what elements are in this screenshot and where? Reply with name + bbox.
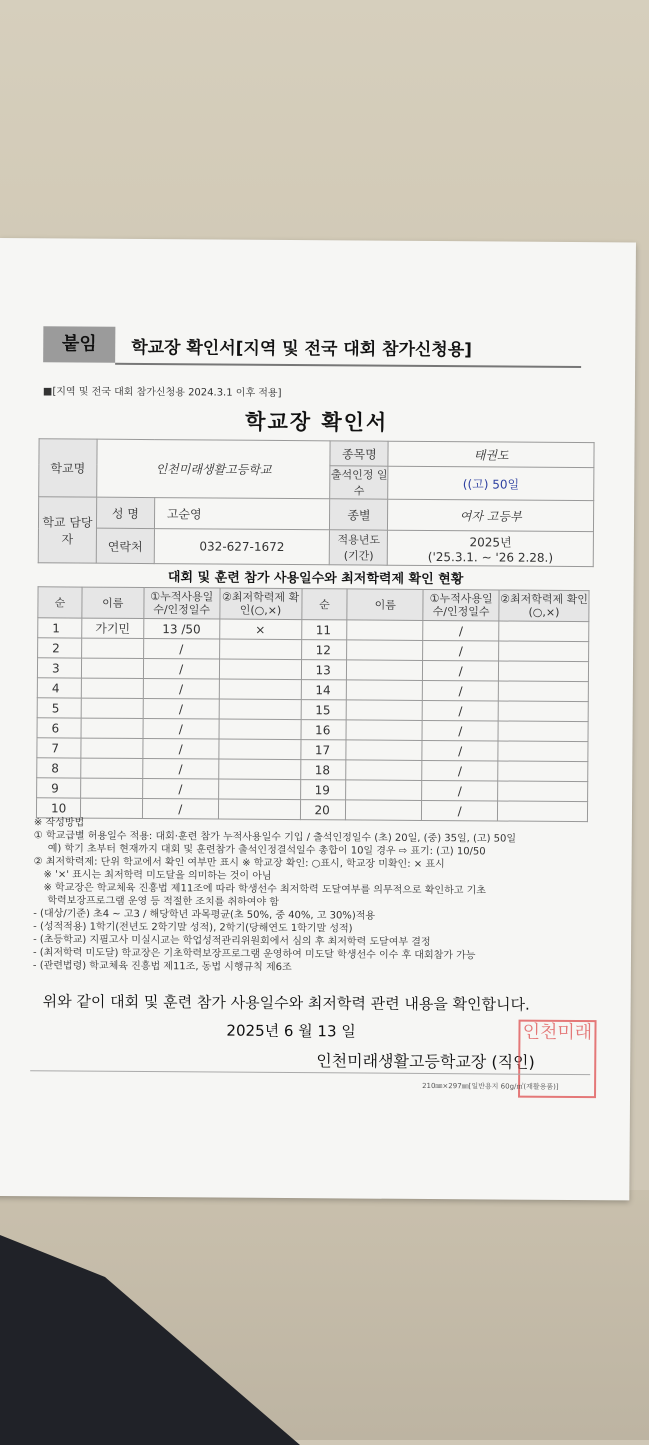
table-body: [36, 618, 588, 822]
table-cell: 12: [301, 640, 347, 660]
column-header: ①누적사용일수/인정일수: [423, 589, 499, 621]
column-header: 이름: [82, 587, 144, 618]
table-cell: /: [423, 620, 499, 641]
table-cell: [498, 741, 588, 762]
name-label: 성 명: [96, 497, 154, 528]
period-value: ('25.3.1. ~ '26 2.28.): [427, 549, 554, 565]
table-cell: [347, 700, 423, 721]
gender-value: 여자 고등부: [388, 499, 594, 531]
table-cell: [80, 798, 142, 818]
table-cell: /: [143, 639, 219, 660]
table-cell: /: [143, 659, 219, 680]
contact-value: 032-627-1672: [154, 529, 330, 565]
table-cell: /: [422, 720, 498, 741]
contact-label: 연락처: [96, 528, 154, 563]
table-cell: 13: [301, 660, 347, 680]
table-cell: 8: [37, 758, 81, 778]
table-cell: /: [143, 739, 219, 760]
note-line: - (대상/기준) 초4 ~ 고3 / 해당학년 과목평균(초 50%, 중 40%, 고 30%)적용: [33, 908, 376, 922]
writing-instructions: [33, 816, 594, 976]
table-cell: 2: [38, 638, 82, 658]
table-cell: /: [422, 740, 498, 761]
column-header: ①누적사용일수/인정일수: [144, 588, 220, 620]
table-cell: [499, 641, 589, 662]
document-page: [0, 238, 636, 1200]
note-line: ② 최저학력제: 단위 학교에서 확인 여부만 표시 ※ 학교장 확인: ○표시, 학교장 미확인: × 표시: [33, 856, 445, 871]
note-line: ※ '×' 표시는 최저학력 미도달을 의미하는 것이 아님: [43, 869, 272, 882]
table-cell: /: [422, 700, 498, 721]
table-cell: /: [422, 800, 498, 821]
table-cell: [219, 699, 301, 720]
table-cell: 20: [300, 800, 346, 820]
table-cell: 1: [38, 618, 82, 638]
table-cell: [346, 720, 422, 741]
column-header: 순: [301, 589, 347, 620]
table-cell: [498, 721, 588, 742]
table-cell: [346, 800, 422, 821]
table-cell: [81, 718, 143, 738]
school-info-table: [38, 438, 595, 567]
table-cell: [219, 739, 301, 760]
note-line: - (초등학교) 지필고사 미실시교는 학업성적관리위원회에서 심의 후 최저학력 도달여부 결정: [33, 934, 431, 949]
table-cell: [346, 780, 422, 801]
table-cell: /: [422, 780, 498, 801]
table-cell: /: [143, 699, 219, 720]
table-cell: 5: [37, 698, 81, 718]
sport-label: 종목명: [330, 441, 388, 466]
table-cell: [219, 659, 301, 680]
table-cell: 7: [37, 738, 81, 758]
table-cell: /: [422, 760, 498, 781]
note-line: - (성적적용) 1학기(전년도 2학기말 성적), 2학기(당해연도 1학기말 성적): [33, 921, 353, 935]
note-line: - (관련법령) 학교체육 진흥법 제11조, 동법 시행규칙 제6조: [32, 960, 292, 974]
school-label: 학교명: [39, 439, 97, 497]
paper-spec: 210㎜×297㎜[일반용지 60g/㎡(재활용품)]: [422, 1081, 559, 1091]
table-cell: 16: [301, 720, 347, 740]
table-cell: [81, 738, 143, 758]
table-cell: [499, 661, 589, 682]
table-cell: [498, 701, 588, 722]
table-cell: 가기민: [82, 618, 144, 638]
table-cell: ×: [219, 619, 301, 640]
table-cell: [218, 759, 300, 780]
column-header: 순: [38, 587, 82, 618]
note-line: 예) 학기 초부터 현재까지 대회 및 훈련참가 출석인정결석일수 총합이 10일 경우 ⇨ 표기: (고) 10/50: [47, 843, 486, 858]
header-title: 학교장 확인서[지역 및 전국 대회 참가신청용]: [131, 337, 473, 361]
note-line: 학력보장프로그램 운영 등 적절한 조치를 취하여야 함: [47, 895, 280, 908]
table-cell: /: [423, 660, 499, 681]
note-line: ※ 학교장은 학교체육 진흥법 제11조에 따라 학생선수 최저학력 도달여부를 의무적으로 확인하고 기초: [43, 882, 486, 897]
principal-signature: 인천미래생활고등학교장 (직인): [316, 1051, 535, 1072]
table-cell: [498, 681, 588, 702]
attendance-label: 출석인정 일수: [330, 466, 388, 499]
table-cell: 3: [37, 658, 81, 678]
note-line: ① 학교급별 허용일수 적용: 대회·훈련 참가 누적사용일수 기입 / 출석인정일수 (초) 20일, (중) 35일, (고) 50일: [33, 830, 517, 845]
official-seal-icon: 인천미래: [518, 1020, 597, 1099]
table-cell: [82, 638, 144, 658]
table-cell: [81, 698, 143, 718]
table-cell: [218, 779, 300, 800]
teacher-label: 학교 담당자: [38, 497, 96, 563]
table-cell: 19: [300, 780, 346, 800]
period-label: 적용년도 (기간): [330, 530, 388, 565]
table-cell: [81, 778, 143, 798]
usage-note: ■[지역 및 전국 대회 참가신청용 2024.3.1 이후 적용]: [42, 386, 282, 399]
table-cell: [81, 678, 143, 698]
table-cell: [347, 680, 423, 701]
table-cell: [218, 799, 300, 820]
table-cell: /: [142, 799, 218, 820]
table-cell: 6: [37, 718, 81, 738]
table-cell: 10: [36, 798, 80, 818]
table-cell: [219, 679, 301, 700]
column-header: ②최저학력제 확인(○,×): [499, 590, 589, 622]
period-cell: [388, 530, 594, 566]
table-cell: /: [143, 719, 219, 740]
table-cell: /: [142, 779, 218, 800]
desk-background: [0, 0, 649, 250]
table-cell: [347, 620, 423, 641]
table-cell: [219, 639, 301, 660]
student-table: [36, 586, 590, 822]
table-cell: 18: [300, 760, 346, 780]
table-cell: [347, 660, 423, 681]
table-cell: [81, 758, 143, 778]
table-cell: /: [423, 640, 499, 661]
table-cell: [499, 621, 589, 642]
gender-label: 종별: [330, 499, 388, 530]
table-cell: [498, 761, 588, 782]
column-header: ②최저학력제 확인(○,×): [220, 588, 302, 620]
table-cell: [346, 740, 422, 761]
table-cell: [498, 801, 588, 822]
table-cell: 15: [301, 700, 347, 720]
table-cell: [346, 760, 422, 781]
table-cell: /: [143, 679, 219, 700]
table-cell: 9: [37, 778, 81, 798]
table-cell: /: [143, 759, 219, 780]
table-cell: [347, 640, 423, 661]
note-line: - (최저학력 미도달) 학교장은 기초학력보장프로그램 운영하여 미도달 학생선수 이수 후 대회참가 가능: [32, 947, 476, 962]
sport-value: 태권도: [388, 441, 594, 467]
table-cell: 14: [301, 680, 347, 700]
table-cell: 17: [300, 740, 346, 760]
section-title: 대회 및 훈련 참가 사용일수와 최저학력제 확인 현황: [167, 570, 464, 588]
column-header: 이름: [347, 589, 423, 621]
table-cell: 4: [37, 678, 81, 698]
table-cell: 13 /50: [144, 619, 220, 640]
school-value: 인천미래생활고등학교: [97, 439, 331, 499]
table-cell: [81, 658, 143, 678]
table-header-row: [38, 587, 589, 622]
year-value: 2025년: [469, 534, 512, 550]
table-cell: 11: [301, 620, 347, 640]
table-cell: [219, 719, 301, 740]
confirmation-date: 2025년 6 월 13 일: [226, 1021, 356, 1041]
header-underline: [115, 363, 581, 368]
teacher-name: 고순영: [154, 498, 330, 530]
attachment-badge: 붙임: [43, 326, 115, 363]
table-cell: [498, 781, 588, 802]
attendance-value: ((고) 50일: [388, 466, 594, 500]
document-title: 학교장 확인서: [245, 409, 389, 435]
confirmation-statement: 위와 같이 대회 및 훈련 참가 사용일수와 최저학력 관련 내용을 확인합니다.: [42, 992, 530, 1014]
note-line: ※ 작성방법: [33, 817, 85, 829]
table-cell: /: [423, 680, 499, 701]
